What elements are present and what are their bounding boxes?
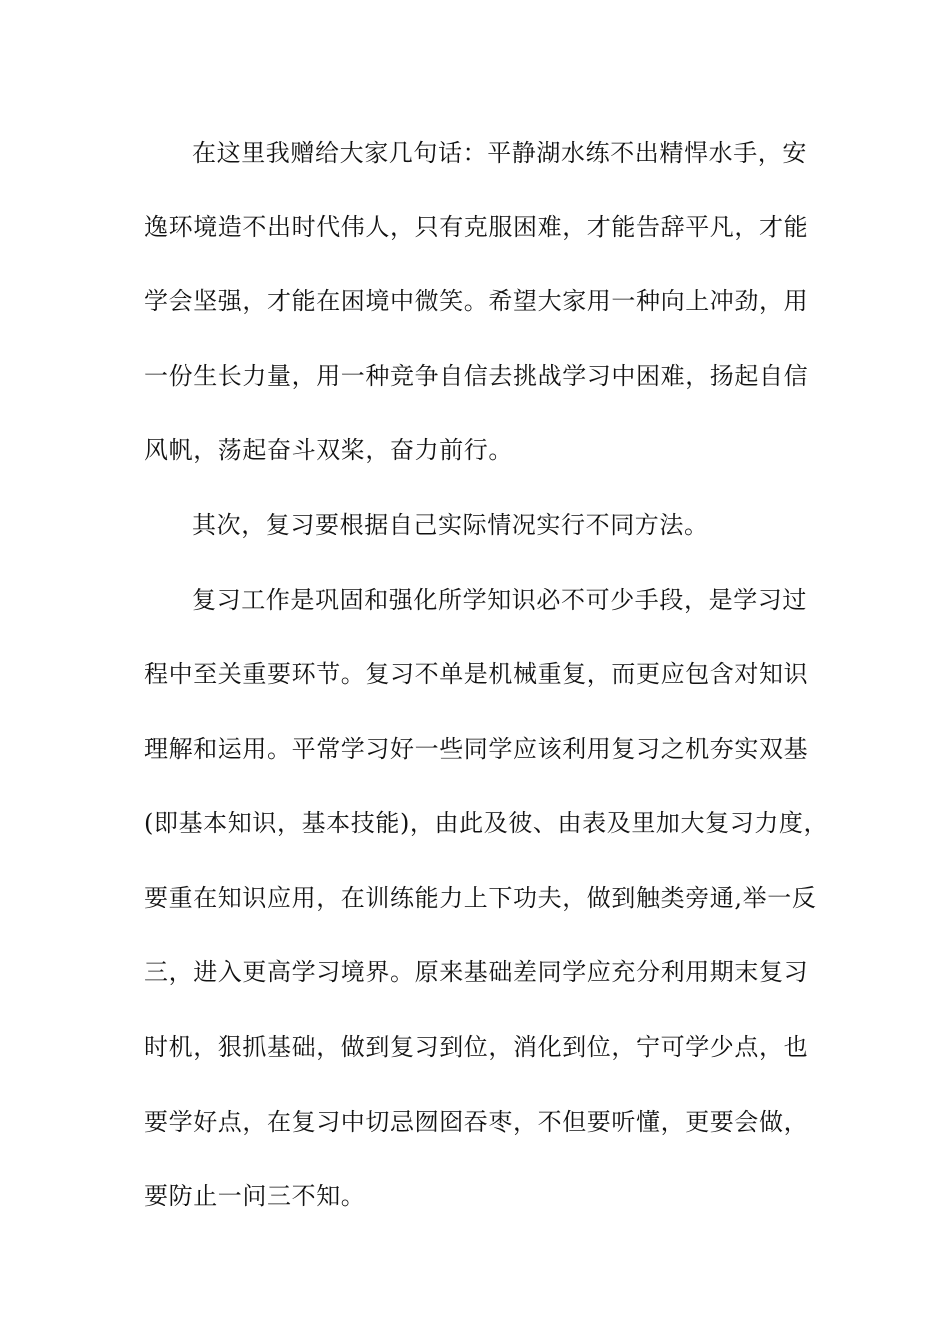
paragraph-1-line-1: 在这里我赠给大家几句话：平静湖水练不出精悍水手，安 (192, 139, 807, 167)
paragraph-1-line-5: 风帆，荡起奋斗双桨，奋力前行。 (144, 436, 513, 464)
paragraph-2-line-1: 其次，复习要根据自己实际情况实行不同方法。 (192, 511, 709, 539)
paragraph-3-line-6: 三，进入更高学习境界。原来基础差同学应充分利用期末复习 (144, 958, 809, 986)
paragraph-3-line-5: 要重在知识应用，在训练能力上下功夫，做到触类旁通,举一反 (144, 884, 817, 912)
paragraph-3-line-4: (即基本知识，基本技能)，由此及彼、由表及里加大复习力度， (144, 809, 829, 837)
paragraph-3-line-1: 复习工作是巩固和强化所学知识必不可少手段，是学习过 (192, 586, 807, 614)
paragraph-1-line-4: 一份生长力量，用一种竞争自信去挑战学习中困难，扬起自信 (144, 362, 809, 390)
paragraph-3-line-7: 时机，狠抓基础，做到复习到位，消化到位，宁可学少点，也 (144, 1033, 809, 1061)
paragraph-3-line-8: 要学好点，在复习中切忌囫囵吞枣，不但要听懂，更要会做， (144, 1108, 809, 1136)
paragraph-1-line-2: 逸环境造不出时代伟人，只有克服困难，才能告辞平凡，才能 (144, 213, 809, 241)
paragraph-3-line-9: 要防止一问三不知。 (144, 1182, 366, 1210)
paragraph-1-line-3: 学会坚强，才能在困境中微笑。希望大家用一种向上冲劲，用 (144, 287, 809, 315)
paragraph-3-line-3: 理解和运用。平常学习好一些同学应该利用复习之机夯实双基 (144, 735, 809, 763)
paragraph-3-line-2: 程中至关重要环节。复习不单是机械重复，而更应包含对知识 (144, 660, 809, 688)
